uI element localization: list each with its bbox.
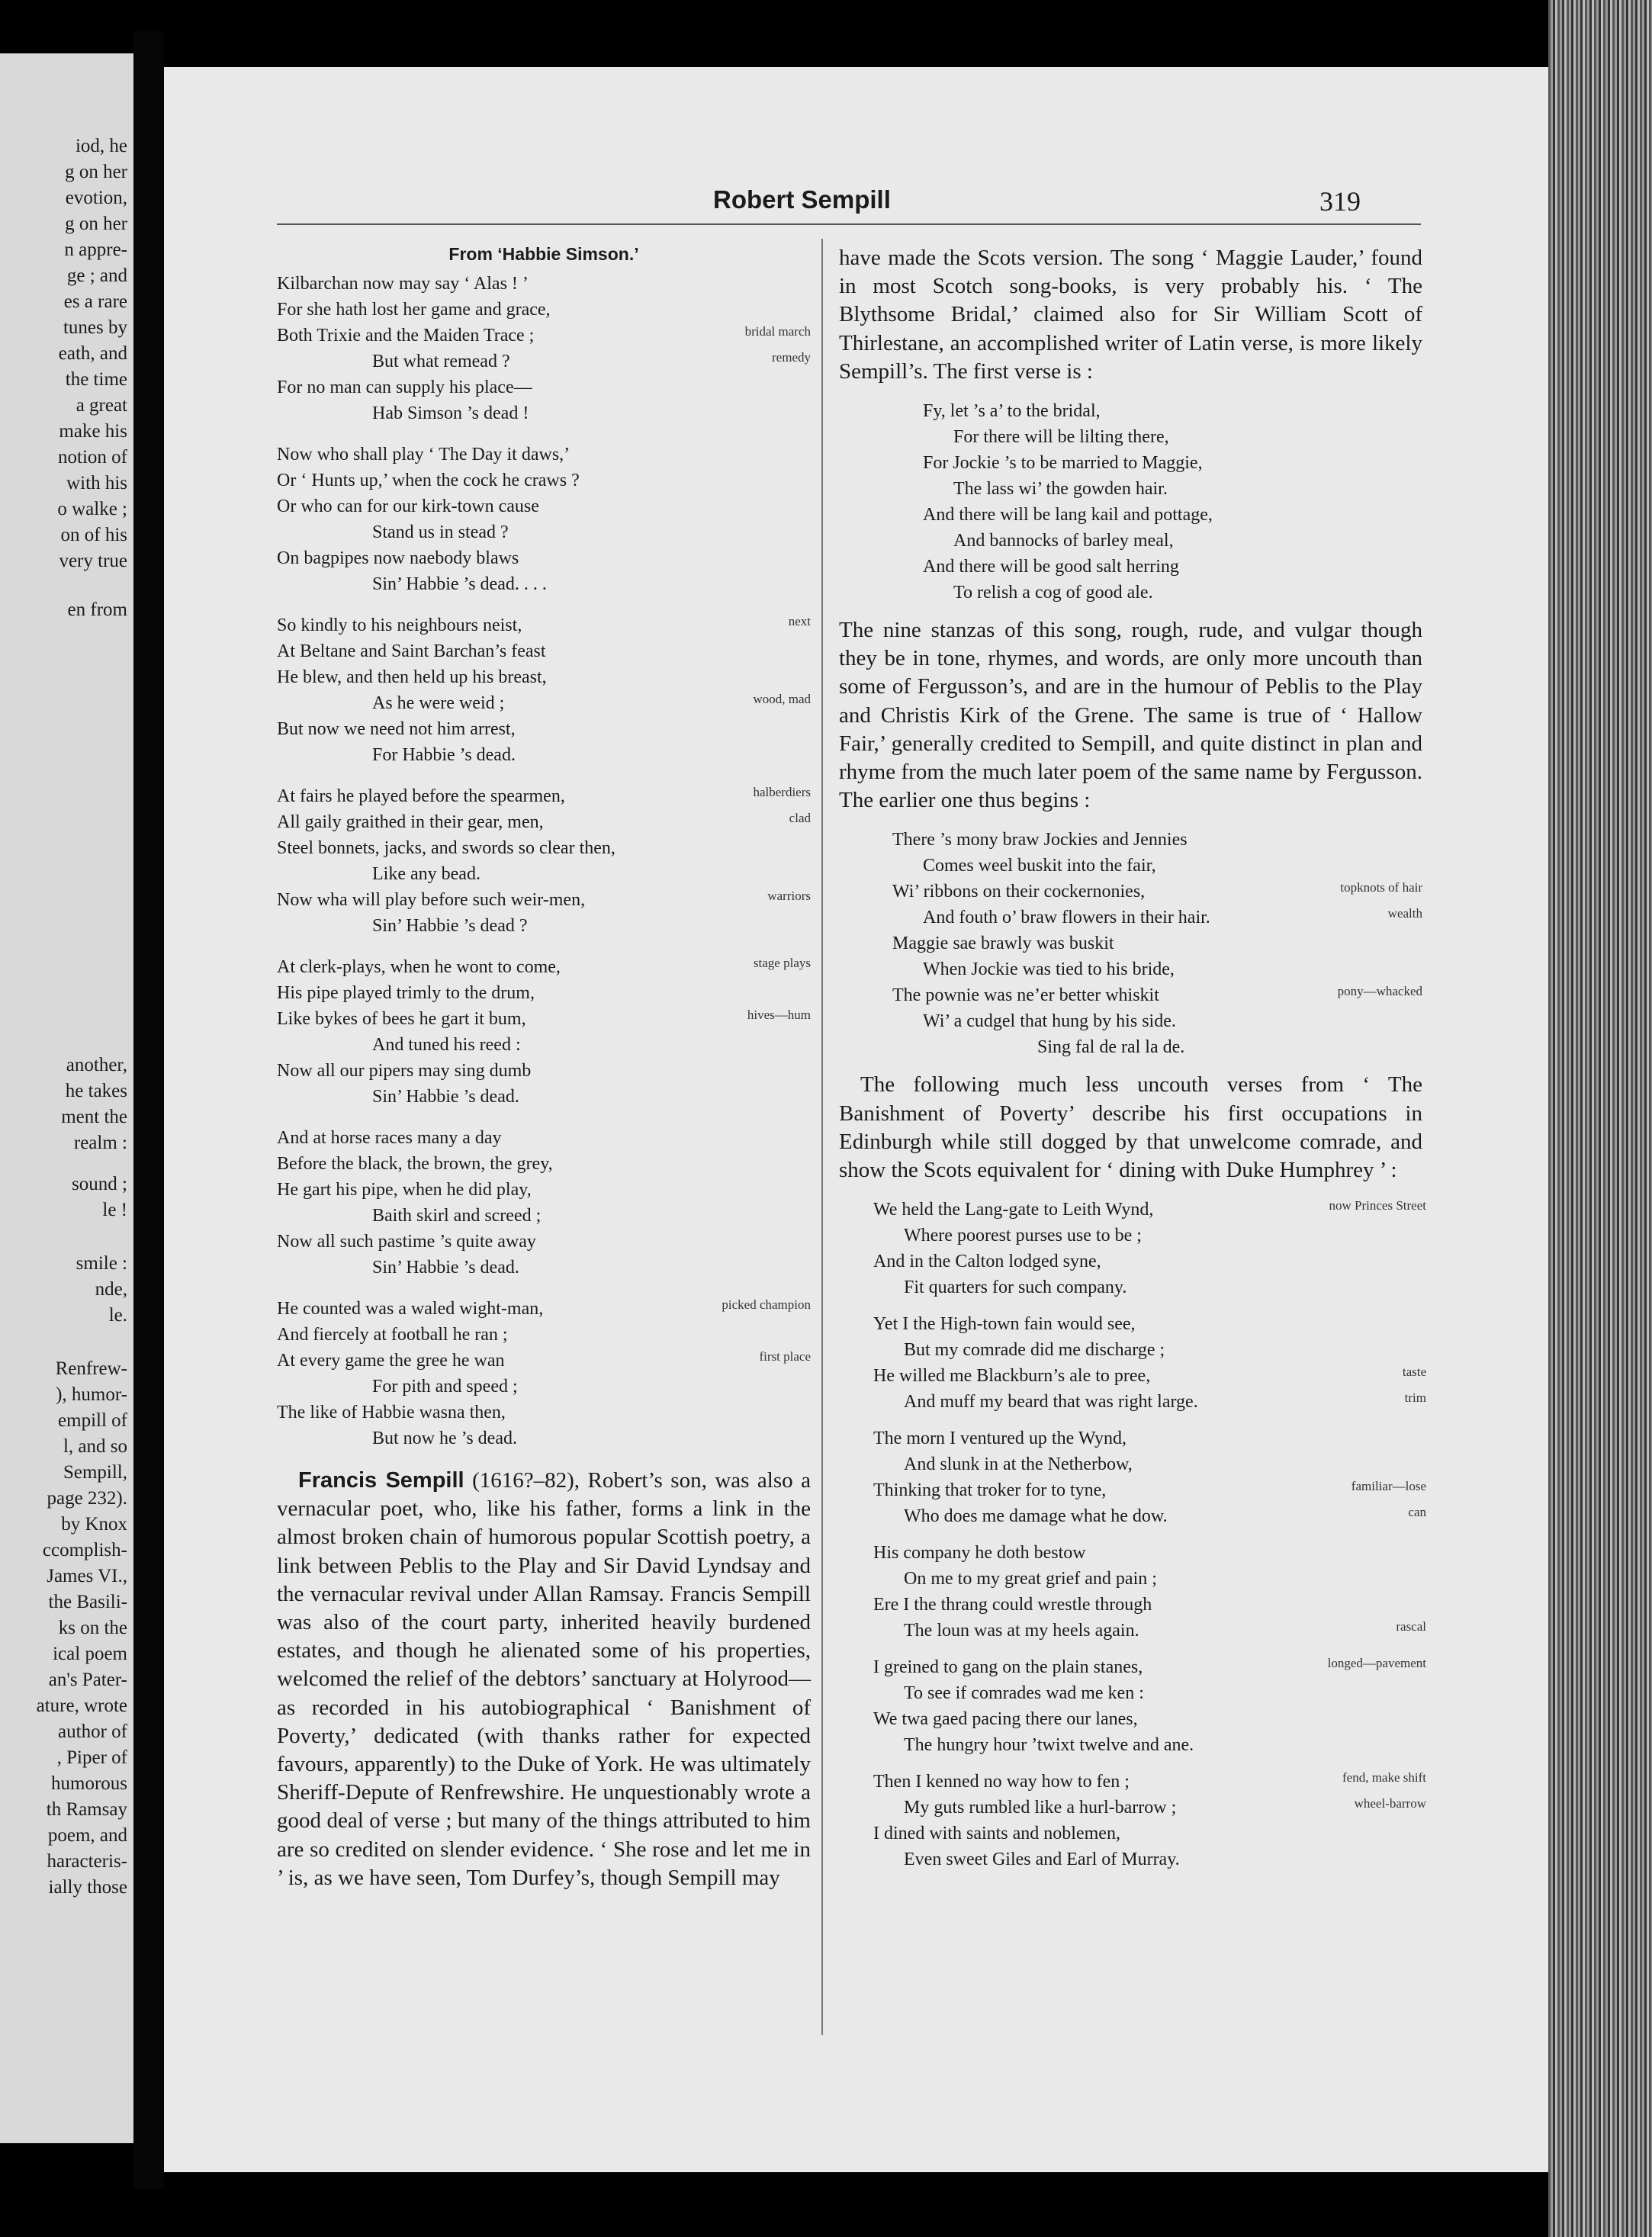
marginal-gloss: now Princes Street (1329, 1198, 1426, 1213)
marginal-gloss: trim (1404, 1390, 1426, 1406)
verse-line (277, 1229, 811, 1255)
verse-line (277, 297, 811, 323)
verse-text: Like bykes of bees he gart it bum, (277, 1009, 526, 1029)
facing-page-text: ge ; and (66, 265, 127, 286)
verse-text: And fiercely at football he ran ; (277, 1325, 508, 1345)
facing-page-text: poem, and (47, 1825, 127, 1846)
stanza (873, 1769, 1426, 1872)
facing-page-text: iod, he (75, 136, 127, 156)
facing-page-text: by Knox (61, 1514, 127, 1535)
verse-text: Who does me damage what he dow. (904, 1506, 1168, 1527)
facing-page-text: g on her (65, 162, 127, 182)
verse-text: Kilbarchan now may say ‘ Alas ! ’ (277, 274, 529, 294)
verse-line (277, 1425, 811, 1451)
facing-page-text: make his (59, 421, 127, 442)
facing-page-text: ature, wrote (36, 1695, 127, 1716)
verse-text: Now all our pipers may sing dumb (277, 1061, 532, 1081)
facing-page-text: o walke ; (57, 499, 127, 519)
facing-page-text: n appre- (64, 239, 127, 260)
verse-line (873, 1425, 1422, 1451)
verse-text: The lass wi’ the gowden hair. (953, 479, 1168, 500)
verse-line (277, 571, 811, 597)
facing-page-text: haracteris- (47, 1851, 127, 1872)
verse-line (873, 1680, 1422, 1706)
facing-page-text: he takes (65, 1081, 127, 1101)
verse-text: As he were weid ; (372, 693, 505, 713)
verse-text: Hab Simson ’s dead ! (372, 403, 529, 423)
verse-text: Yet I the High-town fain would see, (873, 1314, 1136, 1335)
stanza (277, 954, 811, 1110)
verse-line (277, 1255, 811, 1281)
verse-line (277, 374, 811, 400)
facing-page-text: eath, and (58, 343, 127, 364)
verse-text: The like of Habbie wasna then, (277, 1403, 506, 1422)
paragraph-blythsome-bridal: have made the Scots version. The song ‘ Maggie Lauder,’ found in most Scotch song-books, is very probably his. ‘ The Blythsome Bridal,’ claimed also for Sir William Scott of Thirlestane, an accomplished writer of Latin verse, is more likely Sempill’s. The first verse is : (839, 246, 1422, 384)
verse-text: Wi’ a cudgel that hung by his side. (923, 1011, 1176, 1032)
facing-page-text: le. (108, 1305, 127, 1326)
verse-line (892, 930, 1422, 956)
verse-text: Wi’ ribbons on their cockernonies, (892, 882, 1146, 902)
verse-line (277, 1177, 811, 1203)
facing-page-text: ially those (48, 1877, 127, 1898)
verse-text: And there will be lang kail and pottage, (923, 505, 1213, 526)
verse-text: At Beltane and Saint Barchan’s feast (277, 641, 546, 661)
verse-text: The hungry hour ’twixt twelve and ane. (904, 1735, 1194, 1756)
verse-line (873, 1389, 1426, 1415)
verse-text: Now wha will play before such weir-men, (277, 890, 586, 910)
marginal-gloss: first place (759, 1349, 811, 1364)
verse-text: And at horse races many a day (277, 1128, 502, 1148)
verse-line (277, 835, 811, 861)
left-column (277, 244, 811, 1904)
verse-text: The morn I ventured up the Wynd, (873, 1429, 1127, 1449)
verse-line (277, 493, 811, 519)
facing-page-text: James VI., (47, 1566, 127, 1586)
column-rule (821, 239, 823, 2035)
facing-page-text: , Piper of (56, 1747, 127, 1768)
facing-page-text: notion of (58, 447, 127, 468)
verse-line (277, 783, 811, 809)
verse-line (277, 887, 811, 913)
verse-line (873, 1846, 1422, 1872)
verse-line (873, 1503, 1426, 1529)
facing-page-text: ), humor- (56, 1384, 127, 1405)
facing-page-text: another, (66, 1055, 127, 1075)
verse-text: The loun was at my heels again. (904, 1621, 1139, 1641)
marginal-gloss: taste (1402, 1364, 1426, 1380)
facing-page-text: nde, (95, 1279, 127, 1300)
verse-line (873, 1274, 1422, 1300)
verse-line (277, 1151, 811, 1177)
facing-page-text: evotion, (65, 188, 127, 208)
facing-page-fragment (0, 53, 133, 2143)
facing-page-text: on of his (60, 525, 127, 545)
verse-line (277, 638, 811, 664)
verse-line (277, 519, 811, 545)
verse-text: Sin’ Habbie ’s dead. (372, 1258, 519, 1278)
marginal-gloss: warriors (767, 889, 811, 903)
verse-text: For Jockie ’s to be married to Maggie, (923, 453, 1203, 474)
verse-line (277, 1032, 811, 1058)
marginal-gloss: fend, make shift (1342, 1770, 1426, 1785)
verse-text: When Jockie was tied to his bride, (923, 959, 1175, 980)
stanza (277, 783, 811, 939)
facing-page-text: Renfrew- (55, 1358, 127, 1379)
extract-title: From ‘Habbie Simson.’ (448, 244, 639, 264)
banishment-of-poverty-poem (839, 1197, 1426, 1872)
facing-page-text: smile : (76, 1253, 127, 1274)
paragraph-hallow-fair: The nine stanzas of this song, rough, rude, and vulgar though they be in tone, rhymes, and words, are only more uncouth than some of Fergusson’s, and are in the humour of Peblis to the Play and Christis Kirk of the Grene. The same is true of ‘ Hallow Fair,’ generally credited to Sempill, and quite distinct in plan and rhyme from the much later poem of the same name by Fergusson. The earlier one thus begins : (839, 618, 1422, 813)
verse-line (277, 809, 811, 835)
facing-page-text: with his (66, 473, 127, 493)
verse-text: Comes weel buskit into the fair, (923, 856, 1156, 876)
verse-line (892, 956, 1422, 982)
facing-page-text: g on her (65, 214, 127, 234)
verse-line (873, 1566, 1422, 1592)
marginal-gloss: bridal march (744, 324, 811, 339)
verse-line (923, 450, 1422, 476)
verse-text: And muff my beard that was right large. (904, 1392, 1198, 1413)
verse-text: We held the Lang-gate to Leith Wynd, (873, 1200, 1154, 1220)
verse-text: We twa gaed pacing there our lanes, (873, 1709, 1138, 1730)
verse-line (873, 1592, 1422, 1618)
verse-text: Fy, let ’s a’ to the bridal, (923, 401, 1101, 422)
verse-text: But my comrade did me discharge ; (904, 1340, 1165, 1361)
marginal-gloss: next (788, 614, 811, 628)
verse-text: Thinking that troker for to tyne, (873, 1480, 1107, 1501)
verse-line (277, 1348, 811, 1374)
verse-text: Before the black, the brown, the grey, (277, 1154, 553, 1174)
marginal-gloss: picked champion (722, 1297, 811, 1312)
verse-text: Where poorest purses use to be ; (904, 1226, 1142, 1246)
verse-line (873, 1618, 1426, 1644)
verse-text: He gart his pipe, when he did play, (277, 1180, 532, 1200)
verse-line (873, 1337, 1422, 1363)
verse-text: For pith and speed ; (372, 1377, 518, 1397)
verse-line (923, 528, 1422, 554)
header-rule (277, 223, 1421, 225)
verse-text: Sin’ Habbie ’s dead. (372, 1087, 519, 1107)
verse-line (277, 1374, 811, 1400)
verse-line (277, 980, 811, 1006)
verse-line (277, 716, 811, 742)
verse-text: So kindly to his neighbours neist, (277, 615, 522, 635)
verse-text: To see if comrades wad me ken : (904, 1683, 1144, 1704)
verse-line (277, 612, 811, 638)
facing-page-text: very true (59, 551, 127, 571)
marginal-gloss: wealth (1387, 906, 1422, 921)
verse-text: I dined with saints and noblemen, (873, 1824, 1120, 1844)
francis-sempill-name: Francis Sempill (298, 1468, 464, 1493)
facing-page-text: es a rare (63, 291, 127, 312)
verse-line (873, 1477, 1426, 1503)
stanza (873, 1425, 1426, 1529)
verse-text: I greined to gang on the plain stanes, (873, 1657, 1143, 1678)
verse-text: Sin’ Habbie ’s dead ? (372, 916, 528, 936)
verse-line (873, 1249, 1422, 1274)
verse-line (873, 1821, 1422, 1846)
verse-line (277, 1203, 811, 1229)
verse-text: Maggie sae brawly was buskit (892, 934, 1114, 954)
verse-line (277, 545, 811, 571)
verse-text: His pipe played trimly to the drum, (277, 983, 535, 1003)
verse-line (923, 424, 1422, 450)
verse-text: He blew, and then held up his breast, (277, 667, 547, 687)
verse-text: To relish a cog of good ale. (953, 583, 1153, 603)
verse-line (277, 349, 811, 374)
verse-text: Or who can for our kirk-town cause (277, 497, 539, 516)
francis-sempill-paragraph (277, 1467, 811, 1892)
verse-line (892, 905, 1422, 930)
verse-line (277, 1322, 811, 1348)
verse-line (873, 1540, 1422, 1566)
marginal-gloss: wheel-barrow (1354, 1796, 1426, 1811)
verse-text: Even sweet Giles and Earl of Murray. (904, 1850, 1180, 1870)
facing-page-text: empill of (58, 1410, 127, 1431)
verse-line (923, 580, 1422, 606)
right-column (839, 244, 1426, 1883)
verse-line (892, 982, 1422, 1008)
verse-text: He willed me Blackburn’s ale to pree, (873, 1366, 1151, 1387)
verse-text: And slunk in at the Netherbow, (904, 1454, 1133, 1475)
verse-line (873, 1732, 1422, 1758)
verse-text: At clerk-plays, when he wont to come, (277, 957, 561, 977)
facing-page-text: ccomplish- (42, 1540, 127, 1560)
verse-text: And fouth o’ braw flowers in their hair. (923, 908, 1210, 928)
verse-text: Or ‘ Hunts up,’ when the cock he craws ? (277, 471, 580, 490)
marginal-gloss: longed—pavement (1327, 1656, 1426, 1671)
verse-line (873, 1706, 1422, 1732)
verse-line (873, 1451, 1422, 1477)
verse-text: And bannocks of barley meal, (953, 531, 1174, 551)
verse-line (277, 1125, 811, 1151)
verse-text: He counted was a waled wight-man, (277, 1299, 544, 1319)
page-edges (1548, 0, 1652, 2237)
verse-line (277, 1400, 811, 1425)
verse-text: Both Trixie and the Maiden Trace ; (277, 326, 535, 346)
facing-page-text: l, and so (63, 1436, 127, 1457)
hallow-fair-verse (839, 827, 1422, 1060)
stanza (277, 612, 811, 768)
marginal-gloss: clad (789, 811, 811, 825)
verse-line (277, 913, 811, 939)
facing-page-text: sound ; (72, 1174, 127, 1194)
verse-text: Ere I the thrang could wrestle through (873, 1595, 1152, 1615)
marginal-gloss: stage plays (753, 956, 811, 970)
paragraph-banishment: The following much less uncouth verses from ‘ The Banishment of Poverty’ describe his first occupations in Edinburgh while still dogged by that unwelcome comrade, and show the Scots equivalent for ‘ dining with Duke Humphrey ’ : (839, 1072, 1422, 1183)
facing-page-text: th Ramsay (46, 1799, 127, 1820)
verse-text: Sin’ Habbie ’s dead. . . . (372, 574, 547, 594)
marginal-gloss: wood, mad (753, 692, 811, 706)
page-number: 319 (1319, 186, 1361, 217)
facing-page-text: tunes by (63, 317, 127, 338)
verse-line (873, 1654, 1426, 1680)
verse-line (873, 1769, 1426, 1795)
verse-text: But now we need not him arrest, (277, 719, 516, 739)
verse-line (277, 1006, 811, 1032)
verse-text: Now who shall play ‘ The Day it daws,’ (277, 445, 570, 464)
running-title: Robert Sempill (713, 185, 891, 214)
marginal-gloss: can (1408, 1505, 1426, 1520)
verse-text: At fairs he played before the spearmen, (277, 786, 565, 806)
verse-text: There ’s mony braw Jockies and Jennies (892, 830, 1188, 850)
facing-page-text: ment the (61, 1107, 127, 1127)
facing-page-text: le ! (102, 1200, 127, 1220)
verse-text: Steel bonnets, jacks, and swords so clear then, (277, 838, 615, 858)
verse-text: And tuned his reed : (372, 1035, 521, 1055)
facing-page-text: a great (76, 395, 127, 416)
verse-text: For there will be lilting there, (953, 427, 1169, 448)
facing-page-text: ical poem (53, 1644, 127, 1664)
verse-line (873, 1223, 1422, 1249)
stanza (873, 1540, 1426, 1644)
stanza (873, 1311, 1426, 1415)
marginal-gloss: remedy (772, 350, 811, 365)
verse-line (277, 1084, 811, 1110)
stanza (277, 1125, 811, 1281)
verse-line (873, 1363, 1426, 1389)
verse-text: Sing fal de ral la de. (1037, 1037, 1185, 1058)
verse-text: But now he ’s dead. (372, 1429, 517, 1448)
book-gutter (133, 31, 164, 2189)
verse-line (873, 1311, 1422, 1337)
verse-text: His company he doth bestow (873, 1543, 1086, 1564)
facing-page-text: Sempill, (63, 1462, 127, 1483)
marginal-gloss: familiar—lose (1351, 1479, 1426, 1494)
facing-page-text: ks on the (58, 1618, 127, 1638)
book-page (164, 67, 1548, 2172)
marginal-gloss: rascal (1396, 1619, 1426, 1634)
verse-text: For Habbie ’s dead. (372, 745, 516, 765)
verse-text: Now all such pastime ’s quite away (277, 1232, 536, 1252)
blythsome-bridal-verse (839, 398, 1422, 606)
facing-page-text: an's Pater- (48, 1670, 127, 1690)
verse-line (923, 476, 1422, 502)
verse-text: On bagpipes now naebody blaws (277, 548, 519, 568)
stanza (277, 271, 811, 426)
verse-text: For no man can supply his place— (277, 378, 532, 397)
marginal-gloss: pony—whacked (1337, 984, 1422, 999)
verse-line (277, 271, 811, 297)
verse-text: Like any bead. (372, 864, 480, 884)
facing-page-text: the Basili- (48, 1592, 127, 1612)
verse-text: All gaily graithed in their gear, men, (277, 812, 544, 832)
facing-page-text: the time (65, 369, 127, 390)
verse-line (892, 1008, 1422, 1034)
verse-line (892, 827, 1422, 853)
verse-text: At every game the gree he wan (277, 1351, 505, 1371)
verse-line (277, 1296, 811, 1322)
verse-line (277, 742, 811, 768)
facing-page-text: realm : (73, 1133, 127, 1153)
verse-text: Then I kenned no way how to fen ; (873, 1772, 1130, 1792)
verse-line (277, 690, 811, 716)
verse-line (923, 554, 1422, 580)
verse-line (277, 1058, 811, 1084)
verse-line (892, 879, 1422, 905)
stanza (873, 1654, 1426, 1758)
verse-text: For she hath lost her game and grace, (277, 300, 551, 320)
verse-line (277, 400, 811, 426)
verse-line (923, 502, 1422, 528)
verse-text: Stand us in stead ? (372, 522, 509, 542)
verse-text: And in the Calton lodged syne, (873, 1252, 1101, 1272)
marginal-gloss: halberdiers (753, 785, 811, 799)
facing-page-text: en from (67, 599, 127, 620)
facing-page-text: humorous (51, 1773, 127, 1794)
verse-text: On me to my great grief and pain ; (904, 1569, 1157, 1589)
verse-line (923, 398, 1422, 424)
habbie-simson-poem (277, 271, 811, 1451)
verse-line (277, 323, 811, 349)
verse-line (873, 1795, 1426, 1821)
verse-text: Fit quarters for such company. (904, 1278, 1127, 1298)
stanza (277, 1296, 811, 1451)
marginal-gloss: hives—hum (747, 1008, 811, 1022)
stanza (873, 1197, 1426, 1300)
verse-line (277, 861, 811, 887)
verse-line (277, 468, 811, 493)
facing-page-text: page 232). (47, 1488, 127, 1509)
verse-text: My guts rumbled like a hurl-barrow ; (904, 1798, 1177, 1818)
verse-line (277, 954, 811, 980)
verse-text: The pownie was ne’er better whiskit (892, 985, 1159, 1006)
verse-line (892, 853, 1422, 879)
verse-text: But what remead ? (372, 352, 510, 371)
verse-line (277, 664, 811, 690)
verse-line (873, 1197, 1426, 1223)
verse-line (277, 442, 811, 468)
marginal-gloss: topknots of hair (1340, 880, 1422, 895)
verse-text: Baith skirl and screed ; (372, 1206, 542, 1226)
francis-paragraph-text: (1616?–82), Robert’s son, was also a vernacular poet, who, like his father, forms a link in the almost broken chain of humorous popular Scottish poetry, a link between Peblis to the Play and Sir David Lyndsay and the vernacular revival under Allan Ramsay. Francis Sempill was also of the court party, inherited heavily burdened estates, and though he alienated some of his properties, welcomed the relief of the debtors’ sanctuary at Holyrood—as recorded in his autobiographical ‘ Banishment of Poverty,’ dedicated (with thanks rather for expected favours, apparently) to the Duke of York. He was ultimately Sheriff-Depute of Renfrewshire. He unquestionably wrote a good deal of verse ; but many of the things attributed to him are so credited on slender evidence. ‘ She rose and let me in ’ is, as we have seen, Tom Durfey’s, though Sempill may (277, 1468, 811, 1890)
verse-line (892, 1034, 1422, 1060)
stanza (277, 442, 811, 597)
verse-text: And there will be good salt herring (923, 557, 1179, 577)
facing-page-text: author of (58, 1721, 127, 1742)
